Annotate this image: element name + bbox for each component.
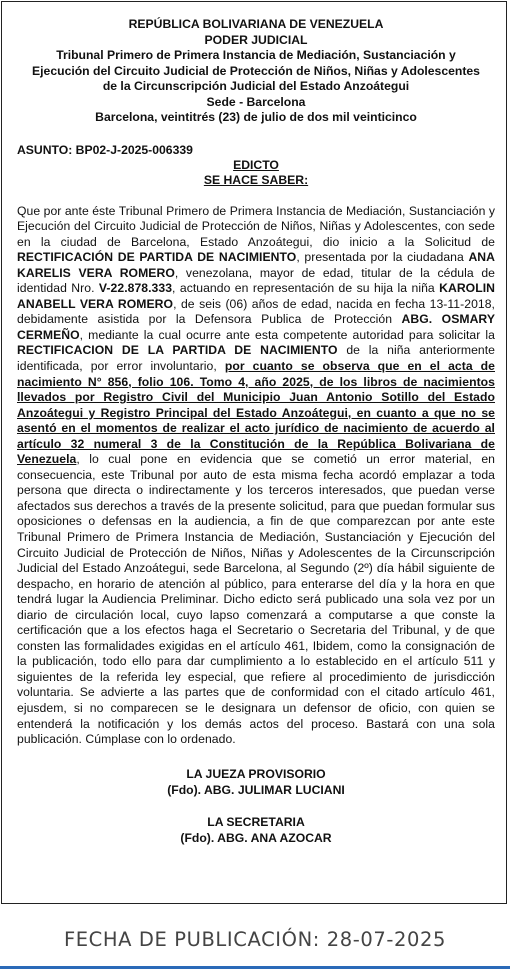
body-text-1: Que por ante éste Tribunal Primero de Primera Instancia de Mediación, Sustanciación y Ejecución del Circuito Judicial de Protección de Niños, Niñas y Adolescentes, con sede en la ciudad de Barcelona, Estado Anzoátegui, dio inicio a la Solicitud de — [17, 203, 495, 249]
header-court-line3: de la Circunscripción Judicial del Estado Anzoátegui — [102, 79, 410, 93]
body-text-7: de la niña anteriormente identificada, por error involuntario, — [17, 343, 495, 373]
secretary-name: (Fdo). ABG. ANA AZOCAR — [180, 830, 332, 845]
header-country: REPÚBLICA BOLIVARIANA DE VENEZUELA — [128, 17, 384, 31]
body-text-2: , presentada por la ciudadana — [296, 250, 469, 265]
body-text-4: , actuando en representación de su hija la niña — [172, 281, 440, 296]
edict-body — [17, 204, 495, 748]
case-number: ASUNTO: BP02-J-2025-006339 — [17, 142, 193, 157]
secretary-signature — [17, 814, 495, 846]
judge-signature — [17, 766, 495, 798]
header-branch: PODER JUDICIAL — [204, 32, 308, 47]
body-text-6: , mediante la cual ocurre ante esta competente autoridad para solicitar la — [79, 327, 495, 342]
body-bold-rectification: RECTIFICACION DE LA PARTIDA DE NACIMIENTO — [17, 343, 338, 358]
body-bold-child: KAROLIN ANABELL VERA ROMERO — [17, 281, 495, 311]
body-bold-defender: ABG. OSMARY CERMEÑO — [17, 312, 496, 342]
body-text-3: , venezolana, mayor de edad, titular de la cédula de identidad Nro. — [17, 265, 496, 296]
body-bold-request: RECTIFICACIÓN DE PARTIDA DE NACIMIENTO — [17, 250, 297, 265]
publication-footer — [0, 904, 510, 969]
publication-date: FECHA DE PUBLICACIÓN: 28-07-2025 — [63, 928, 447, 951]
judge-title: LA JUEZA PROVISORIO — [186, 766, 326, 781]
edict-frame — [1, 1, 507, 904]
body-bold-underlined-reason: por cuanto se observa que en el acta de nacimiento N° 856, folio 106. Tomo 4, año 2025, de los libros de nacimientos llevados por Registro Civil del Municipio Juan Antonio Sotillo del Estado Anzoátegui y Registro Principal del Estado Anzoátegui, en cuanto a que no se asentó en el momentos de realizar el acto jurídico de nacimiento de acuerdo al artículo 32 numeral 3 de la Constitución de la República Bolivariana de Venezuela — [17, 358, 495, 467]
header-court-line2: Ejecución del Circuito Judicial de Protección de Niños, Niñas y Adolescentes — [32, 63, 480, 78]
body-bold-id: V-22.878.333 — [98, 281, 173, 296]
header-seat: Sede - Barcelona — [206, 94, 306, 109]
secretary-title: LA SECRETARIA — [207, 814, 305, 829]
header-date: Barcelona, veintitrés (23) de julio de dos mil veinticinco — [95, 110, 417, 124]
edicto-title: EDICTO — [233, 157, 279, 172]
header-court-line1: Tribunal Primero de Primera Instancia de Mediación, Sustanciación y — [56, 48, 456, 62]
body-text-5: , de seis (06) años de edad, nacida en fecha 13-11-2018, debidamente asistida por la Defensora Publica de Protección — [17, 296, 495, 327]
edict-header — [17, 17, 495, 126]
body-bold-applicant: ANA KARELIS VERA ROMERO — [17, 250, 495, 280]
judge-name: (Fdo). ABG. JULIMAR LUCIANI — [167, 782, 345, 797]
se-hace-saber-title: SE HACE SABER: — [203, 172, 309, 187]
body-text-8: , lo cual pone en evidencia que se cometió un error material, en consecuencia, este Tribunal por auto de esta misma fecha acordó emplazar a toda persona que directa o indirectamente y los terceros interesados, que puedan verse afectados sus derechos a través de la presente solicitud, para que puedan formular sus oposiciones o defensas en la audiencia, a fin de que comparezcan por ante este Tribunal Primero de Primera Instancia de Mediación, Sustanciación y Ejecución del Circuito Judicial de Protección de Niños, Niñas y Adolescentes de la Circunscripción Judicial del Estado Anzoátegui, sede Barcelona, al Segundo (2º) día hábil siguiente de despacho, en horario de atención al público, para enterarse del día y la hora en que tendrá lugar la Audiencia Preliminar. Dicho edicto será publicado una sola vez por un diario de circulación local, cuyo lapso comenzará a computarse a que conste la certificación que a los efectos haga el Secretario o Secretaria del Tribunal, y de que consten las formalidades exigidas en el artículo 461, Ibidem, como la consignación de la publicación, todo ello para dar cumplimiento a lo establecido en el artículo 511 y siguientes de la referida ley especial, que refiere al procedimiento de jurisdicción voluntaria. Se advierte a las partes que de conformidad con el citado artículo 461, ejusdem, si no comparecen se le designara un defensor de oficio, con quien se entenderá la notificación y los demás actos del proceso. Bastará con una sola publicación. Cúmplase con lo ordenado. — [17, 452, 495, 747]
edict-content — [17, 17, 495, 846]
